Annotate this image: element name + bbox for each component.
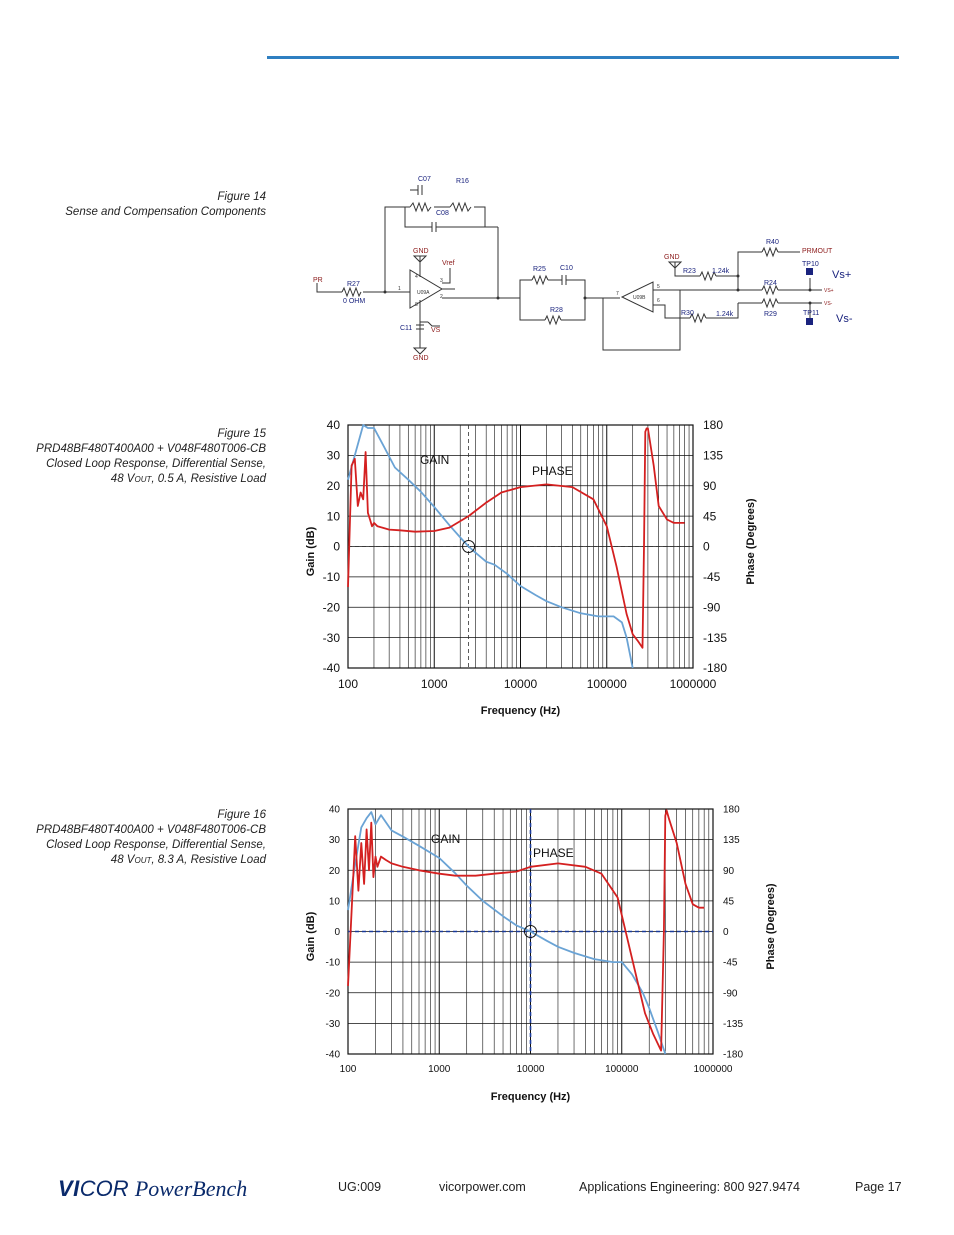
r28-label: R28 <box>550 307 563 314</box>
figure-title: Sense and Compensation Components <box>65 206 266 218</box>
figure-title-line: PRD48BF480T400A00 + V048F480T006-CB <box>36 443 266 455</box>
c10-label: C10 <box>560 265 573 272</box>
pin-label: 3 <box>440 278 443 284</box>
y2-tick-label: -90 <box>723 988 738 1000</box>
y-tick-label: -30 <box>322 630 340 645</box>
figure-title-line: 48 VOUT, 0.5 A, Resistive Load <box>110 473 266 485</box>
tp10-label: TP10 <box>802 261 819 268</box>
u09b-label: U09B <box>633 295 646 301</box>
vicor-powerbench-logo: VICOR PowerBench <box>58 1176 248 1201</box>
r30-value: 1.24k <box>716 311 734 318</box>
x-tick-label: 100000 <box>586 677 627 691</box>
r23-label: R23 <box>683 268 696 275</box>
y-tick-label: -40 <box>325 1049 340 1061</box>
r27-value: 0 OHM <box>343 298 366 305</box>
y2-tick-label: 90 <box>703 478 717 493</box>
x-axis-label: Frequency (Hz) <box>480 705 561 717</box>
c08-label: C08 <box>436 210 449 217</box>
vs-plus-net: VS+ <box>824 288 834 294</box>
vs-label: VS <box>431 327 441 334</box>
gnd-label: GND <box>413 355 429 362</box>
pin-label: 6 <box>657 298 660 304</box>
x-axis-label: Frequency (Hz) <box>490 1091 571 1103</box>
figure-15-caption <box>6 427 266 487</box>
c11-label: C11 <box>400 325 413 332</box>
y2-tick-label: 45 <box>723 896 735 908</box>
bode-plot-figure-15 <box>290 410 770 730</box>
y-tick-label: 0 <box>334 927 340 938</box>
figure-title-line: 48 VOUT, 8.3 A, Resistive Load <box>110 854 266 866</box>
y-axis-label: Gain (dB) <box>305 526 317 577</box>
pin-label: 1 <box>398 286 401 292</box>
x-tick-label: 100000 <box>605 1064 639 1075</box>
figure-title-line: Closed Loop Response, Differential Sense, <box>46 458 266 470</box>
y-tick-label: -20 <box>325 988 340 1000</box>
figure-number: Figure 16 <box>217 809 266 821</box>
x-tick-label: 1000000 <box>669 677 717 691</box>
y-tick-label: 30 <box>328 835 340 847</box>
pr-label: PR <box>313 277 323 284</box>
y2-tick-label: -45 <box>703 570 721 585</box>
prmout-label: PRMOUT <box>802 248 833 255</box>
y2-tick-label: 180 <box>703 418 724 433</box>
y2-axis-label: Phase (Degrees) <box>765 883 777 970</box>
y2-tick-label: 0 <box>703 539 710 554</box>
r27-label: R27 <box>347 281 360 288</box>
pin-label: 5 <box>657 284 660 290</box>
pin-label: 7 <box>616 291 619 297</box>
vref-label: Vref <box>442 260 455 267</box>
y-tick-label: 10 <box>328 896 340 908</box>
y2-tick-label: 45 <box>703 509 717 524</box>
y-tick-label: 10 <box>326 509 340 524</box>
x-tick-label: 100 <box>337 677 359 691</box>
schematic-diagram <box>300 170 880 370</box>
y2-tick-label: -180 <box>723 1049 744 1061</box>
r24-label: R24 <box>764 280 777 287</box>
y-tick-label: 20 <box>328 865 340 877</box>
y2-tick-label: -135 <box>703 630 728 645</box>
pin-label: 4 <box>415 274 418 280</box>
y2-tick-label: 135 <box>723 835 740 847</box>
bode-plot-figure-16 <box>290 795 777 1105</box>
figure-title-line: PRD48BF480T400A00 + V048F480T006-CB <box>36 824 266 836</box>
y-tick-label: 40 <box>326 418 340 433</box>
document-code: UG:009 <box>338 1180 382 1194</box>
gain-annotation: GAIN <box>431 832 461 846</box>
page-number: Page 17 <box>855 1180 902 1194</box>
r16-label: R16 <box>456 178 469 185</box>
header-rule <box>267 56 899 59</box>
y-axis-label: Gain (dB) <box>305 911 317 962</box>
y-tick-label: -20 <box>322 600 340 615</box>
r29-label: R29 <box>764 311 777 318</box>
gain-annotation: GAIN <box>420 453 450 467</box>
y-tick-label: 20 <box>326 478 340 493</box>
c07-label: C07 <box>418 176 431 183</box>
x-tick-label: 100 <box>339 1064 357 1075</box>
vs-plus-label: Vs+ <box>832 269 852 281</box>
figure-number: Figure 14 <box>217 191 266 203</box>
r40-label: R40 <box>766 239 779 246</box>
y-tick-label: 40 <box>328 804 340 816</box>
vs-minus-label: Vs- <box>836 313 853 325</box>
gnd-label: GND <box>664 254 680 261</box>
y2-tick-label: -45 <box>723 957 738 969</box>
y2-tick-label: 180 <box>723 804 740 816</box>
y2-tick-label: -180 <box>703 661 728 676</box>
x-tick-label: 1000 <box>420 677 448 691</box>
tp11-label: TP11 <box>803 310 820 317</box>
page-footer <box>0 1180 954 1204</box>
vs-minus-net: VS- <box>824 301 833 307</box>
y2-tick-label: 0 <box>723 927 729 938</box>
y-tick-label: 0 <box>333 539 340 554</box>
r30-label: R30 <box>681 310 694 317</box>
gnd-label: GND <box>413 248 429 255</box>
phase-annotation: PHASE <box>533 846 574 860</box>
y2-tick-label: 90 <box>723 865 735 877</box>
y2-tick-label: -135 <box>723 1018 744 1030</box>
y2-tick-label: 135 <box>703 448 724 463</box>
x-tick-label: 10000 <box>516 1064 545 1075</box>
y-tick-label: -30 <box>325 1018 340 1030</box>
y2-axis-label: Phase (Degrees) <box>745 498 757 585</box>
phase-annotation: PHASE <box>532 464 573 478</box>
figure-title-line: Closed Loop Response, Differential Sense, <box>46 839 266 851</box>
pin-label: 8 <box>415 302 418 308</box>
x-tick-label: 1000 <box>428 1064 451 1075</box>
x-tick-label: 10000 <box>503 677 538 691</box>
applications-phone: Applications Engineering: 800 927.9474 <box>579 1180 801 1194</box>
r25-label: R25 <box>533 266 546 273</box>
y2-tick-label: -90 <box>703 600 721 615</box>
y-tick-label: 30 <box>326 448 340 463</box>
y-tick-label: -10 <box>322 570 340 585</box>
figure-14-caption <box>6 190 266 220</box>
figure-16-caption <box>6 808 266 868</box>
x-tick-label: 1000000 <box>693 1064 733 1075</box>
y-tick-label: -40 <box>322 661 340 676</box>
pin-label: 2 <box>440 294 443 300</box>
figure-number: Figure 15 <box>217 428 266 440</box>
website-link[interactable]: vicorpower.com <box>439 1180 526 1194</box>
u09a-label: U09A <box>417 290 430 296</box>
y-tick-label: -10 <box>325 957 340 969</box>
r23-value: 1.24k <box>712 268 730 275</box>
